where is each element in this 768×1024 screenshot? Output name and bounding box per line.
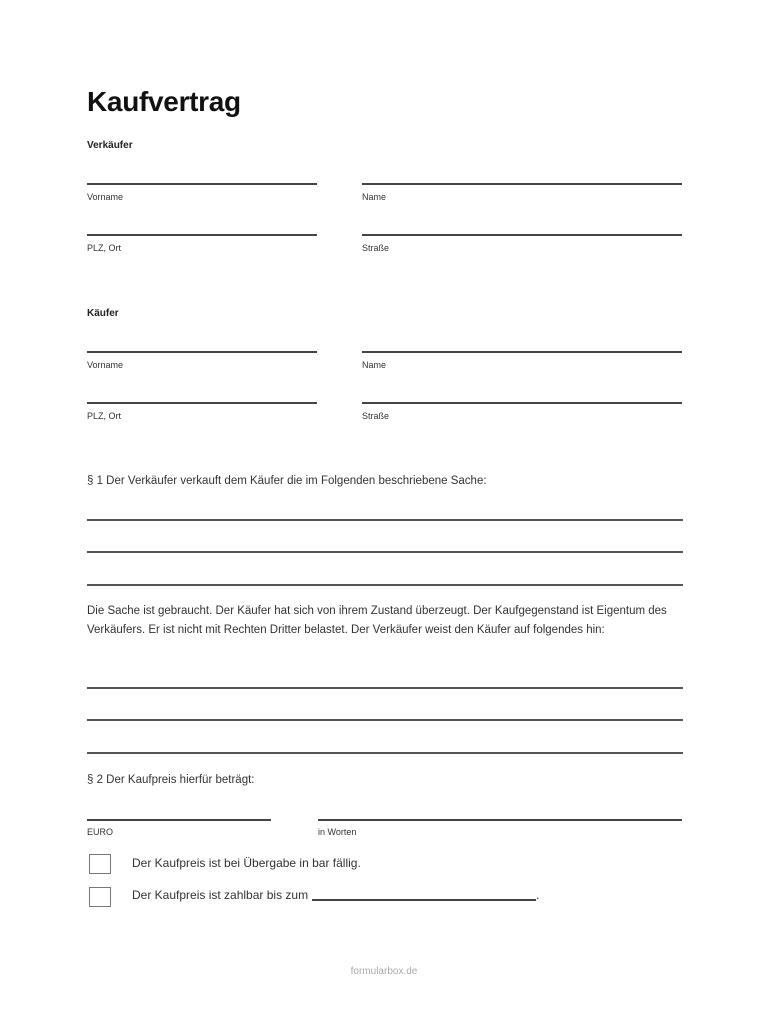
- price-in-words-label: in Worten: [318, 827, 357, 837]
- buyer-street-field[interactable]: [362, 402, 682, 404]
- cash-on-handover-label: Der Kaufpreis ist bei Übergabe in bar fällig.: [132, 856, 361, 870]
- seller-heading: Verkäufer: [87, 140, 133, 151]
- buyer-last-name-field[interactable]: [362, 351, 682, 353]
- seller-notes-line-2[interactable]: [87, 719, 683, 721]
- footer-source: formularbox.de: [350, 966, 418, 977]
- seller-last-name-field[interactable]: [362, 183, 682, 185]
- payable-until-date-field[interactable]: [312, 899, 536, 901]
- buyer-first-name-label: Vorname: [87, 360, 124, 370]
- buyer-last-name-label: Name: [362, 360, 387, 370]
- seller-street-label: Straße: [362, 243, 390, 253]
- seller-notes-line-3[interactable]: [87, 752, 683, 754]
- item-description-line-1[interactable]: [87, 519, 683, 521]
- section-1-text: § 1 Der Verkäufer verkauft dem Käufer die im Folgenden beschriebene Sache:: [87, 475, 487, 487]
- buyer-zip-city-field[interactable]: [87, 402, 317, 404]
- payable-until-label: Der Kaufpreis ist zahlbar bis zum: [132, 888, 309, 902]
- item-description-line-2[interactable]: [87, 551, 683, 553]
- price-in-words-field[interactable]: [318, 819, 682, 821]
- seller-zip-city-field[interactable]: [87, 234, 317, 236]
- buyer-street-label: Straße: [362, 411, 390, 421]
- buyer-heading: Käufer: [87, 308, 119, 319]
- seller-notes-line-1[interactable]: [87, 687, 683, 689]
- payable-until-row: [132, 888, 539, 902]
- page-title: Kaufvertrag: [87, 86, 241, 117]
- seller-zip-city-label: PLZ, Ort: [87, 243, 122, 253]
- price-euro-label: EURO: [87, 827, 114, 837]
- payable-until-suffix: .: [536, 888, 540, 902]
- condition-paragraph: Die Sache ist gebraucht. Der Käufer hat sich von ihrem Zustand überzeugt. Der Kaufgegenstand ist Eigentum des Verkäufers. Er ist nicht mit Rechten Dritter belastet. Der Verkäufer weist den Käufer auf folgendes hin:: [87, 605, 667, 636]
- cash-on-handover-checkbox[interactable]: [89, 854, 111, 874]
- section-2-text: § 2 Der Kaufpreis hierfür beträgt:: [87, 774, 255, 786]
- price-euro-field[interactable]: [87, 819, 271, 821]
- item-description-line-3[interactable]: [87, 584, 683, 586]
- buyer-zip-city-label: PLZ, Ort: [87, 411, 122, 421]
- seller-street-field[interactable]: [362, 234, 682, 236]
- seller-first-name-field[interactable]: [87, 183, 317, 185]
- seller-last-name-label: Name: [362, 192, 387, 202]
- seller-first-name-label: Vorname: [87, 192, 124, 202]
- payable-until-checkbox[interactable]: [89, 887, 111, 907]
- buyer-first-name-field[interactable]: [87, 351, 317, 353]
